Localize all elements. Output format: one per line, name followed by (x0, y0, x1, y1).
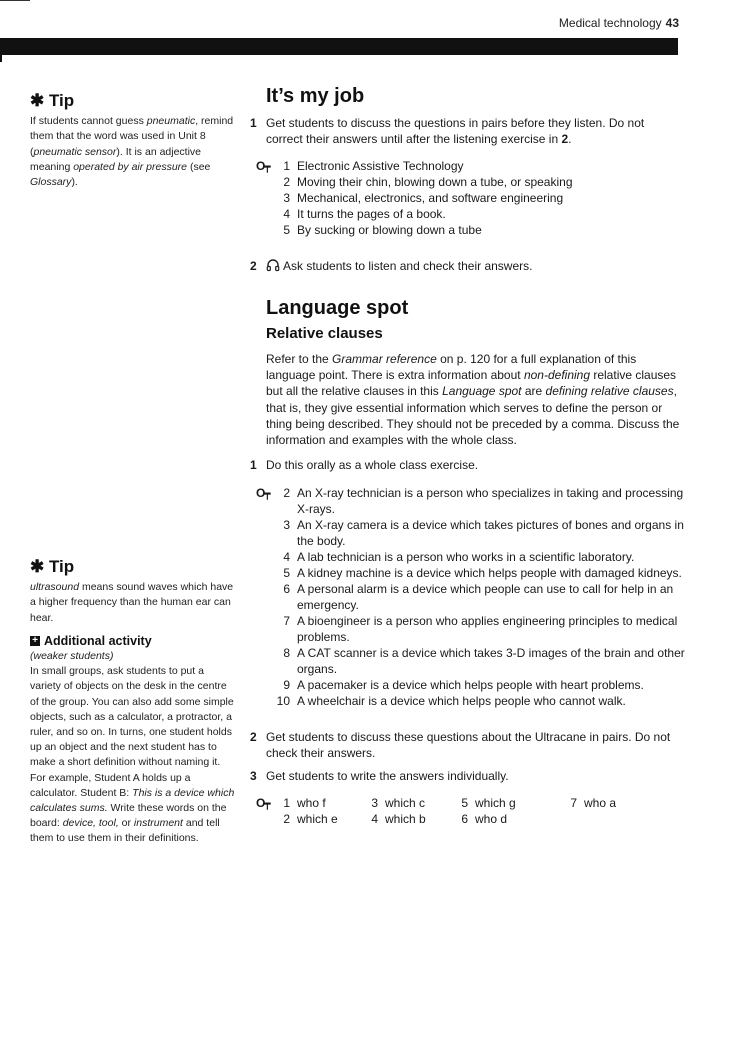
asterisk-icon: ✱ (30, 91, 45, 110)
grid-answer-item (563, 795, 616, 811)
answer-number: 2 (283, 486, 290, 500)
language-spot-intro: Refer to the Grammar reference on p. 120 for a full explanation of this language point. There is extra information about non-defining relative clauses but all the relative clauses in this Language spot are defining relative clauses, that is, they give essential information which serves to define the person or thing being described. They should not be preceded by a comma. Discuss the information and examples with the whole class. (266, 352, 680, 448)
section-title-language-spot: Language spot (266, 297, 409, 319)
running-title: Medical technology (558, 16, 662, 30)
header-bar-notch (0, 55, 2, 62)
answer-text: By sucking or blowing down a tube (297, 223, 482, 237)
answer-text: A personal alarm is a device which people can use to call for help in an emergency. (297, 582, 674, 612)
answer-text: which c (385, 796, 426, 810)
answer-text: An X-ray camera is a device which takes pictures of bones and organs in the body. (297, 518, 684, 548)
answer-number: 3 (283, 518, 290, 532)
exercise-2 (250, 258, 680, 274)
answer-number: 1 (283, 796, 290, 810)
answer-text: which g (475, 796, 516, 810)
exercise-number: 2 (250, 730, 257, 744)
answer-text: Electronic Assistive Technology (297, 159, 464, 173)
answer-text: A wheelchair is a device which helps people who cannot walk. (297, 694, 626, 708)
key-icon: O┯ (256, 486, 270, 500)
answer-number: 3 (283, 191, 290, 205)
header-rule (0, 0, 30, 1)
answer-item (256, 485, 686, 517)
answer-number: 2 (283, 175, 290, 189)
answer-text: An X-ray technician is a person who specializes in taking and processing X-rays. (297, 486, 684, 516)
exercise-number: 1 (250, 458, 257, 472)
answer-item (256, 517, 686, 549)
grid-answer-item (364, 795, 425, 811)
additional-subtitle: (weaker students) (30, 650, 114, 663)
answer-number: 8 (283, 646, 290, 660)
headphones-icon (266, 258, 280, 272)
plus-box-icon: + (30, 636, 40, 646)
grid-answer-item (276, 811, 338, 827)
answer-number: 4 (283, 550, 290, 564)
answer-item (256, 581, 686, 613)
answer-item (256, 677, 686, 693)
exercise-text: Get students to discuss these questions about the Ultracane in pairs. Do not check their answers. (266, 730, 671, 760)
answer-number: 5 (283, 566, 290, 580)
answer-number: 4 (371, 812, 378, 826)
answer-number: 9 (283, 678, 290, 692)
answer-text: A pacemaker is a device which helps people with heart problems. (297, 678, 644, 692)
answer-item (256, 190, 686, 206)
exercise-number: 3 (250, 769, 257, 783)
answer-item (256, 158, 686, 174)
grid-answer-item (454, 795, 516, 811)
answer-item (256, 222, 686, 238)
answer-number: 4 (283, 207, 290, 221)
exercise-number: 1 (250, 116, 257, 130)
tip-text-1: If students cannot guess pneumatic, remind them that the word was used in Unit 8 (pneumatic sensor). It is an adjective meaning operated by air pressure (see Glossary). (30, 115, 234, 189)
exercise-text: Do this orally as a whole class exercise. (266, 458, 479, 472)
answer-text: A lab technician is a person who works in a scientific laboratory. (297, 550, 635, 564)
answer-text: A bioengineer is a person who applies engineering principles to medical problems. (297, 614, 678, 644)
exercise-text: Get students to write the answers individually. (266, 769, 509, 783)
tip-text-2: ultrasound means sound waves which have a higher frequency than the human ear can hear. (30, 581, 234, 624)
answer-text: who f (297, 796, 326, 810)
answer-number: 3 (371, 796, 378, 810)
ls-exercise-2 (250, 729, 680, 761)
answer-item (256, 693, 686, 709)
page-number: 43 (665, 16, 679, 30)
tip-title-text: Tip (48, 557, 75, 576)
answer-item (256, 613, 686, 645)
exercise-number: 2 (250, 259, 257, 273)
exercise-text: Get students to discuss the questions in pairs before they listen. Do not correct their answers until after the listening exercise in 2. (266, 116, 645, 146)
answer-text: Moving their chin, blowing down a tube, or speaking (297, 175, 573, 189)
header-bar (0, 38, 678, 55)
grid-answer-item (364, 811, 426, 827)
answer-number: 7 (283, 614, 290, 628)
answer-number: 10 (276, 694, 290, 708)
tip-title-text: Tip (48, 91, 75, 110)
running-head (559, 16, 679, 30)
additional-text: In small groups, ask students to put a variety of objects on the desk in the centre of the group. You can also add some simple objects, such as a calculator, a protractor, a ruler, and so on. In turns, one student holds up an object and the next student has to make a short definition without naming it. For example, Student A holds up a calculator. Student B: This is a device which calculates sums. Write these words on the board: device, tool, or instrument and tell them to use them in their definitions. (30, 665, 235, 845)
tip-box-2 (30, 559, 235, 847)
ls-exercise-1 (250, 457, 680, 473)
answer-number: 5 (461, 796, 468, 810)
tip-box-1 (30, 93, 235, 190)
subsection-title-relative-clauses: Relative clauses (266, 325, 383, 342)
answer-number: 6 (283, 582, 290, 596)
answer-number: 5 (283, 223, 290, 237)
grid-answer-item (276, 795, 326, 811)
answer-text: which b (385, 812, 426, 826)
exercise-text: Ask students to listen and check their answers. (266, 258, 680, 274)
answer-item (256, 174, 686, 190)
answer-item (256, 549, 686, 565)
answer-number: 1 (283, 159, 290, 173)
exercise-1 (250, 115, 680, 147)
answer-text: Mechanical, electronics, and software engineering (297, 191, 564, 205)
answer-key-1 (256, 158, 686, 238)
asterisk-icon: ✱ (30, 557, 45, 576)
additional-activity-title: + Additional activity (30, 634, 235, 649)
key-icon: O┯ (256, 159, 270, 173)
answer-item (256, 565, 686, 581)
answer-text: A CAT scanner is a device which takes 3-D images of the brain and other organs. (297, 646, 685, 676)
answer-text: A kidney machine is a device which helps people with damaged kidneys. (297, 566, 682, 580)
answer-key-2 (256, 485, 686, 709)
ls-exercise-3 (250, 768, 680, 784)
section-title-its-my-job: It’s my job (266, 85, 365, 107)
key-icon: O┯ (256, 796, 270, 810)
tip-title-1 (30, 93, 235, 108)
answer-item (256, 206, 686, 222)
answer-number: 7 (570, 796, 577, 810)
tip-title-2 (30, 559, 235, 574)
answer-text: who a (584, 796, 617, 810)
answer-text: who d (475, 812, 508, 826)
answer-text: It turns the pages of a book. (297, 207, 446, 221)
answer-text: which e (297, 812, 338, 826)
answer-item (256, 645, 686, 677)
answer-number: 2 (283, 812, 290, 826)
grid-answer-item (454, 811, 507, 827)
answer-number: 6 (461, 812, 468, 826)
